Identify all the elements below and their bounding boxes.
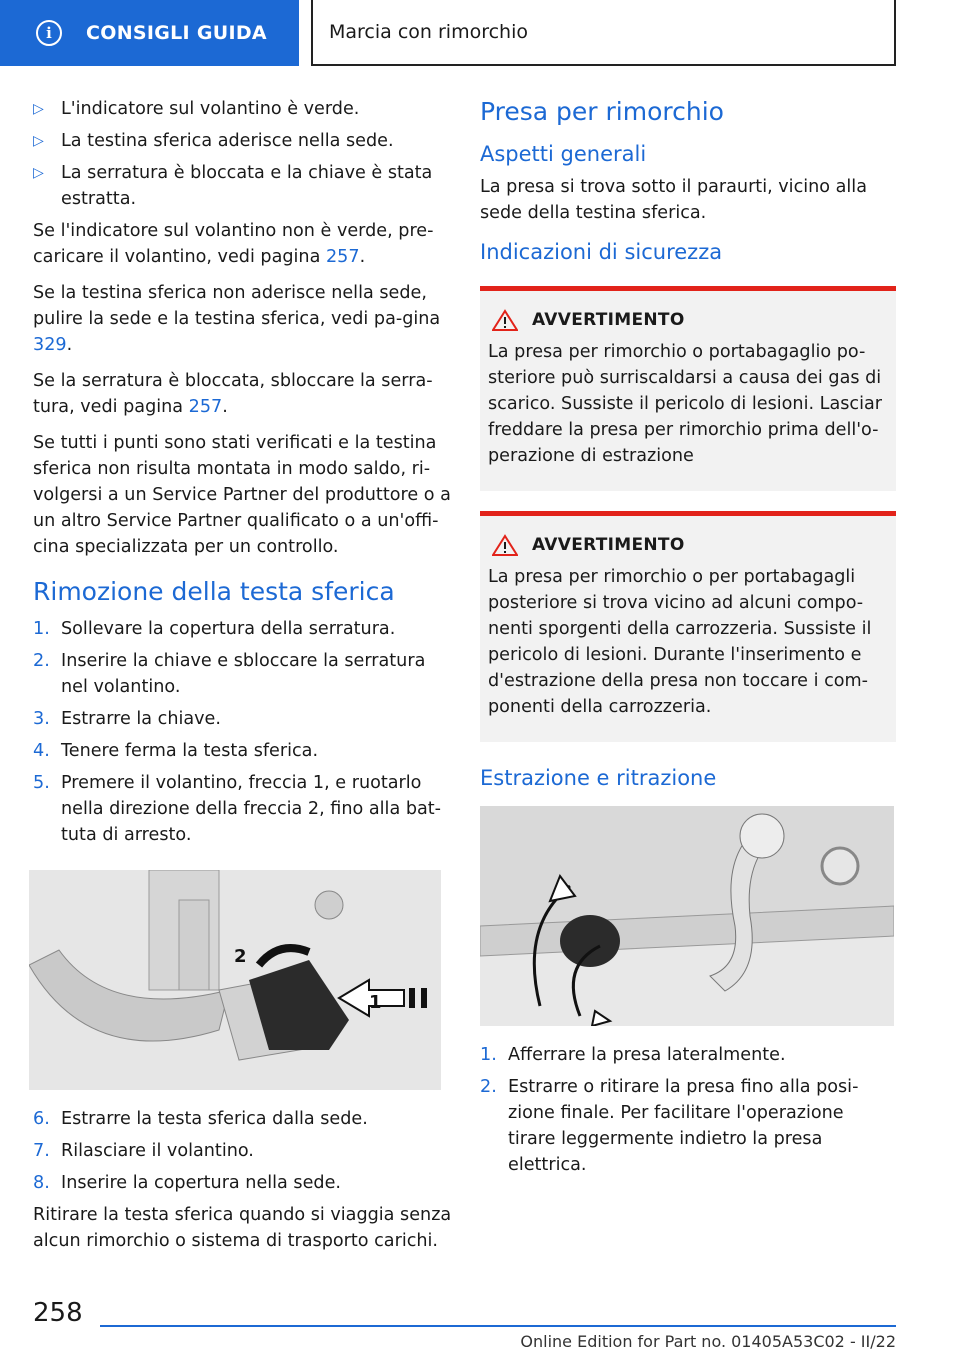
triangle-bullet-icon: ▷ xyxy=(33,165,44,181)
warning-text: La presa per rimorchio o per portabagagli posteriore si trova vicino ad alcuni compo-nenti sporgenti della carrozzeria. Sussiste il pericolo di lesioni. Durante l'inserimento e d'estrazione della presa non toccare i com-ponenti della carrozzeria. xyxy=(488,567,872,717)
warning-box xyxy=(480,286,896,491)
step-item: 1. Sollevare la copertura della serratura. xyxy=(33,619,396,639)
warning-box xyxy=(480,511,896,742)
page-link[interactable]: 257 xyxy=(325,247,360,267)
step-item: 2. Estrarre o ritirare la presa fino alla posi-zione finale. Per facilitare l'operazione tirare leggermente indietro la presa elettrica. xyxy=(480,1077,859,1175)
warning-header xyxy=(488,534,888,556)
subsection-heading: Indicazioni di sicurezza xyxy=(480,240,723,264)
left-column xyxy=(33,96,453,1264)
footer-divider xyxy=(100,1325,896,1327)
paragraph: Se la serratura è bloccata, sbloccare la serra-tura, vedi pagina 257. xyxy=(33,371,433,417)
steps-list xyxy=(33,616,453,848)
section-heading: Rimozione della testa sferica xyxy=(33,577,395,606)
section-tab-label: CONSIGLI GUIDA xyxy=(86,22,267,44)
warning-header xyxy=(488,309,888,331)
section-heading: Presa per rimorchio xyxy=(480,97,724,126)
step-item: 6. Estrarre la testa sferica dalla sede. xyxy=(33,1109,368,1129)
right-column xyxy=(480,96,896,1184)
list-item: ▷ La testina sferica aderisce nella sede. xyxy=(33,128,453,154)
checklist xyxy=(33,96,453,212)
warning-title: AVVERTIMENTO xyxy=(532,535,685,555)
paragraph: Ritirare la testa sferica quando si viaggia senza alcun rimorchio o sistema di trasporto carichi. xyxy=(33,1205,452,1251)
warning-title: AVVERTIMENTO xyxy=(532,310,685,330)
paragraph: La presa si trova sotto il paraurti, vicino alla sede della testina sferica. xyxy=(480,177,867,223)
step-item: 4. Tenere ferma la testa sferica. xyxy=(33,741,319,761)
steps-list xyxy=(33,1106,453,1196)
page-link[interactable]: 329 xyxy=(33,335,67,355)
section-tab xyxy=(0,0,299,66)
paragraph: Se l'indicatore sul volantino non è verde, pre-caricare il volantino, vedi pagina 257. xyxy=(33,221,434,267)
list-item: ▷ L'indicatore sul volantino è verde. xyxy=(33,96,453,122)
step-item: 5. Premere il volantino, freccia 1, e ruotarlo nella direzione della freccia 2, fino alla bat-tuta di arresto. xyxy=(33,773,442,845)
steps-list xyxy=(480,1042,896,1178)
triangle-bullet-icon: ▷ xyxy=(33,133,44,149)
step-item: 1. Afferrare la presa lateralmente. xyxy=(480,1045,786,1065)
trailer-socket-illustration xyxy=(480,806,894,1026)
step-item: 3. Estrarre la chiave. xyxy=(33,709,221,729)
warning-text: La presa per rimorchio o portabagaglio po-steriore può surriscaldarsi a causa dei gas di scarico. Sussiste il pericolo di lesioni. Lasciar freddare la presa per rimorchio prima dell'o-perazione di estrazione xyxy=(488,342,882,466)
figure-label-2: 2 xyxy=(234,946,247,967)
subsection-heading: Aspetti generali xyxy=(480,142,647,166)
subsection-heading: Estrazione e ritrazione xyxy=(480,766,717,790)
step-item: 2. Inserire la chiave e sbloccare la serratura nel volantino. xyxy=(33,651,426,697)
step-item: 8. Inserire la copertura nella sede. xyxy=(33,1173,341,1193)
edition-note: Online Edition for Part no. 01405A53C02 - II/22 xyxy=(520,1332,896,1351)
warning-triangle-icon xyxy=(492,309,518,331)
ball-head-illustration xyxy=(29,870,441,1090)
step-item: 7. Rilasciare il volantino. xyxy=(33,1141,254,1161)
page-title: Marcia con rimorchio xyxy=(311,0,896,66)
paragraph: Se la testina sferica non aderisce nella sede, pulire la sede e la testina sferica, vedi pa-gina 329. xyxy=(33,283,441,355)
triangle-bullet-icon: ▷ xyxy=(33,101,44,117)
page-number: 258 xyxy=(33,1298,83,1328)
list-item: ▷ La serratura è bloccata e la chiave è stata estratta. xyxy=(33,160,453,212)
info-icon: i xyxy=(36,20,62,46)
paragraph: Se tutti i punti sono stati verificati e la testina sferica non risulta montata in modo saldo, ri-volgersi a un Service Partner del produttore o a un altro Service Partner qualificato o a un'offi-cina specializzata per un controllo. xyxy=(33,433,451,557)
warning-triangle-icon xyxy=(492,534,518,556)
figure-label-1: 1 xyxy=(369,992,382,1013)
page-link[interactable]: 257 xyxy=(188,397,223,417)
